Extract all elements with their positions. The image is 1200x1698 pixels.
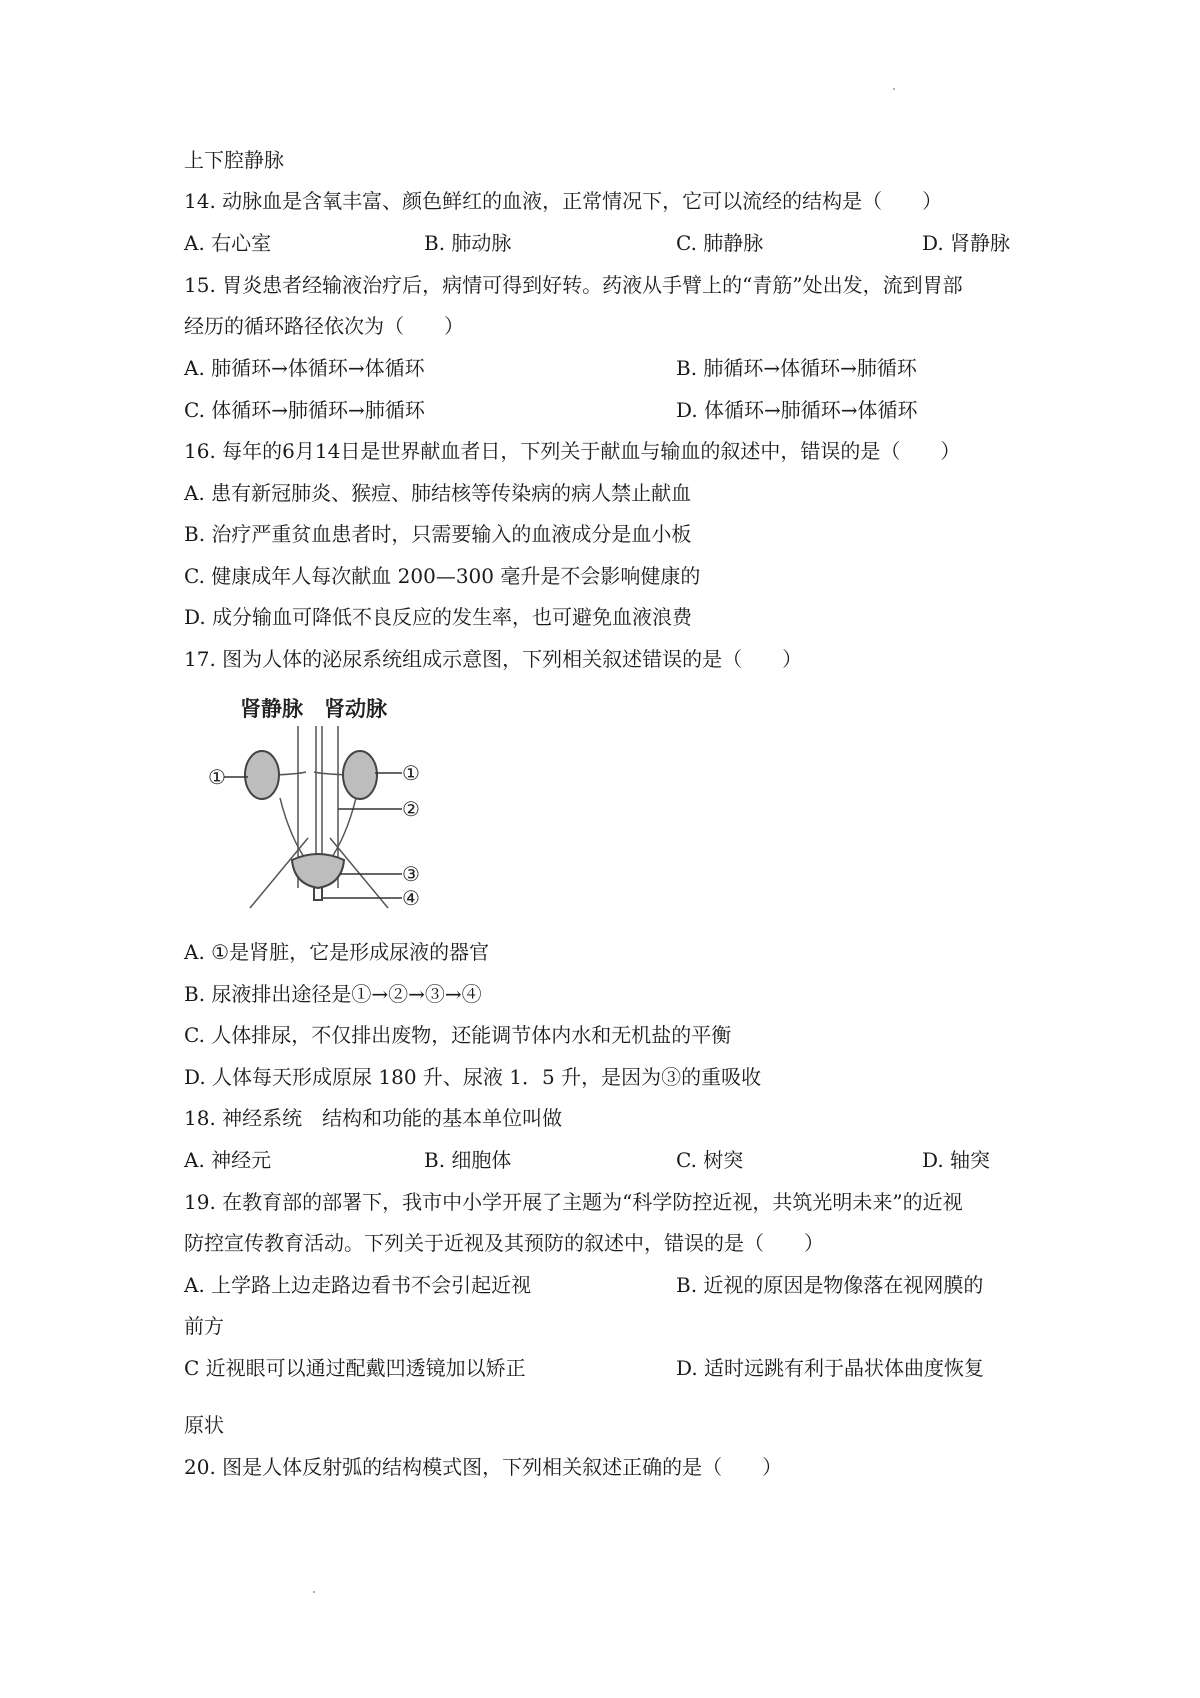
urinary-system-figure xyxy=(210,688,430,913)
q17-option-d: D. 人体每天形成原尿 180 升、尿液 1．5 升，是因为③的重吸收 xyxy=(184,1065,762,1089)
marker-1-left: ① xyxy=(208,765,226,789)
question-19-line1: 19. 在教育部的部署下，我市中小学开展了主题为“科学防控近视，共筑光明未来”的近视 xyxy=(184,1190,963,1214)
marker-1-right: ① xyxy=(402,761,420,785)
left-kidney xyxy=(245,751,279,799)
q18-option-b: B. 细胞体 xyxy=(424,1148,512,1172)
q14-option-c: C. 肺静脉 xyxy=(676,231,764,255)
urethra xyxy=(314,888,322,900)
q16-option-b: B. 治疗严重贫血患者时，只需要输入的血液成分是血小板 xyxy=(184,522,692,546)
question-20: 20. 图是人体反射弧的结构模式图，下列相关叙述正确的是（ ） xyxy=(184,1455,783,1479)
q19-option-d-continued: 原状 xyxy=(184,1413,224,1437)
q16-option-a: A. 患有新冠肺炎、猴痘、肺结核等传染病的病人禁止献血 xyxy=(184,481,692,505)
marker-2: ② xyxy=(402,797,420,821)
question-15-line1: 15. 胃炎患者经输液治疗后，病情可得到好转。药液从手臂上的“青筋”处出发，流到胃部 xyxy=(184,273,963,297)
continued-text: 上下腔静脉 xyxy=(184,148,284,172)
bladder xyxy=(292,854,344,888)
q17-option-a: A. ①是肾脏，它是形成尿液的器官 xyxy=(184,940,490,964)
label-renal-artery: 肾动脉 xyxy=(324,697,387,721)
q15-option-c: C. 体循环→肺循环→肺循环 xyxy=(184,398,425,422)
q14-option-b: B. 肺动脉 xyxy=(424,231,512,255)
q15-option-a: A. 肺循环→体循环→体循环 xyxy=(184,356,425,380)
q15-option-b: B. 肺循环→体循环→肺循环 xyxy=(676,356,917,380)
speck xyxy=(893,88,895,90)
q19-option-b-continued: 前方 xyxy=(184,1314,224,1338)
q14-option-a: A. 右心室 xyxy=(184,231,272,255)
q19-option-b: B. 近视的原因是物像落在视网膜的 xyxy=(676,1273,984,1297)
q18-option-a: A. 神经元 xyxy=(184,1148,272,1172)
label-renal-vein: 肾静脉 xyxy=(240,697,303,721)
q18-option-d: D. 轴突 xyxy=(922,1148,991,1172)
question-19-line2: 防控宣传教育活动。下列关于近视及其预防的叙述中，错误的是（ ） xyxy=(184,1231,824,1255)
q19-option-c: C 近视眼可以通过配戴凹透镜加以矫正 xyxy=(184,1356,526,1380)
marker-4: ④ xyxy=(402,886,420,910)
q19-option-a: A. 上学路上边走路边看书不会引起近视 xyxy=(184,1273,532,1297)
question-18: 18. 神经系统 结构和功能的基本单位叫做 xyxy=(184,1106,563,1130)
q17-option-c: C. 人体排尿，不仅排出废物，还能调节体内水和无机盐的平衡 xyxy=(184,1023,732,1047)
q18-option-c: C. 树突 xyxy=(676,1148,744,1172)
right-kidney xyxy=(343,751,377,799)
q16-option-d: D. 成分输血可降低不良反应的发生率，也可避免血液浪费 xyxy=(184,605,693,629)
q16-option-c: C. 健康成年人每次献血 200—300 毫升是不会影响健康的 xyxy=(184,564,701,588)
q14-option-d: D. 肾静脉 xyxy=(922,231,1011,255)
q19-option-d: D. 适时远跳有利于晶状体曲度恢复 xyxy=(676,1356,985,1380)
question-16: 16. 每年的6月14日是世界献血者日，下列关于献血与输血的叙述中，错误的是（ ） xyxy=(184,439,961,463)
question-15-line2: 经历的循环路径依次为（ ） xyxy=(184,314,464,338)
question-17: 17. 图为人体的泌尿系统组成示意图，下列相关叙述错误的是（ ） xyxy=(184,647,803,671)
marker-3: ③ xyxy=(402,862,420,886)
q15-option-d: D. 体循环→肺循环→体循环 xyxy=(676,398,918,422)
q17-option-b: B. 尿液排出途径是①→②→③→④ xyxy=(184,982,482,1006)
speck xyxy=(313,1591,315,1593)
question-14: 14. 动脉血是含氧丰富、颜色鲜红的血液，正常情况下，它可以流经的结构是（ ） xyxy=(184,189,943,213)
